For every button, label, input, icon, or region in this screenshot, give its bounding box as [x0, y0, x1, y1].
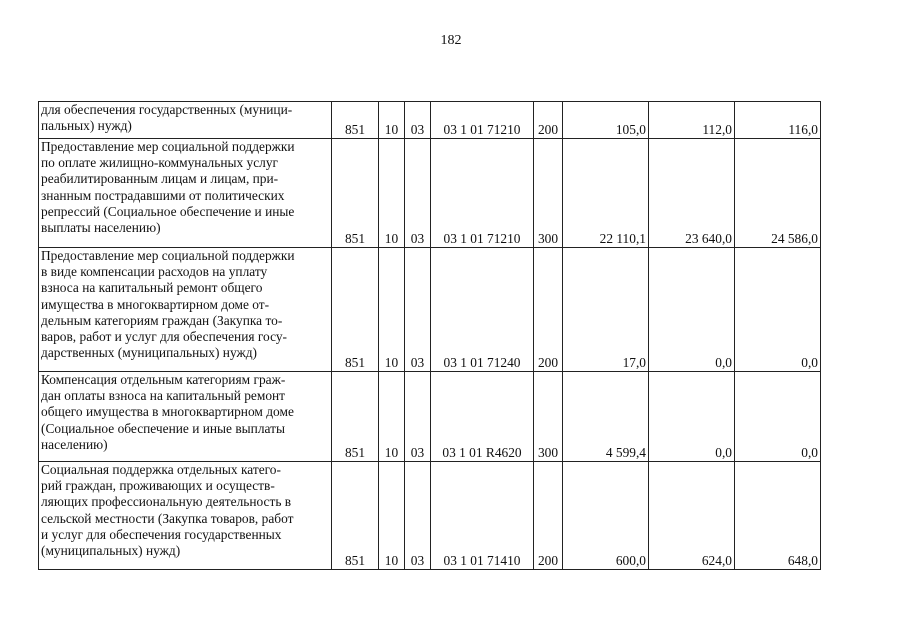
subsection-code-cell: 03 — [405, 248, 431, 372]
target-article-cell: 03 1 01 71210 — [431, 139, 534, 248]
expense-type-cell: 300 — [534, 372, 563, 462]
description-cell: Предоставление мер социальной поддержки в виде компенсации расходов на уплату взноса на капитальный ремонт общего имущества в многоквартирном доме от- дельным категориям граждан (Закупка то- варов, работ и услуг для обеспечения госу- дарственных (муниципальных) нужд) — [39, 248, 332, 372]
table-row — [39, 139, 821, 248]
ministry-code-cell: 851 — [332, 248, 379, 372]
table-row — [39, 462, 821, 570]
amount-cell-1: 22 110,1 — [563, 139, 649, 248]
amount-cell-1: 105,0 — [563, 102, 649, 139]
amount-cell-3: 0,0 — [735, 248, 821, 372]
ministry-code-cell: 851 — [332, 102, 379, 139]
amount-cell-1: 600,0 — [563, 462, 649, 570]
description-cell: Компенсация отдельным категориям граж- дан оплаты взноса на капитальный ремонт общего имущества в многоквартирном доме (Социальное обеспечение и иные выплаты населению) — [39, 372, 332, 462]
target-article-cell: 03 1 01 71210 — [431, 102, 534, 139]
expense-type-cell: 200 — [534, 102, 563, 139]
target-article-cell: 03 1 01 71240 — [431, 248, 534, 372]
subsection-code-cell: 03 — [405, 372, 431, 462]
budget-table — [38, 101, 821, 570]
section-code-cell: 10 — [379, 102, 405, 139]
expense-type-cell: 300 — [534, 139, 563, 248]
amount-cell-3: 648,0 — [735, 462, 821, 570]
expense-type-cell: 200 — [534, 248, 563, 372]
amount-cell-3: 24 586,0 — [735, 139, 821, 248]
ministry-code-cell: 851 — [332, 139, 379, 248]
ministry-code-cell: 851 — [332, 462, 379, 570]
section-code-cell: 10 — [379, 139, 405, 248]
target-article-cell: 03 1 01 71410 — [431, 462, 534, 570]
table-row — [39, 372, 821, 462]
amount-cell-3: 116,0 — [735, 102, 821, 139]
description-cell: Социальная поддержка отдельных катего- рий граждан, проживающих и осуществ- ляющих профессиональную деятельность в сельской местности (Закупка товаров, работ и услуг для обеспечения государственных (муниципальных) нужд) — [39, 462, 332, 570]
description-cell: для обеспечения государственных (муници- пальных) нужд) — [39, 102, 332, 139]
subsection-code-cell: 03 — [405, 102, 431, 139]
expense-type-cell: 200 — [534, 462, 563, 570]
amount-cell-1: 4 599,4 — [563, 372, 649, 462]
table-row — [39, 248, 821, 372]
amount-cell-2: 0,0 — [649, 372, 735, 462]
ministry-code-cell: 851 — [332, 372, 379, 462]
page-number: 182 — [440, 33, 462, 48]
amount-cell-2: 23 640,0 — [649, 139, 735, 248]
amount-cell-3: 0,0 — [735, 372, 821, 462]
section-code-cell: 10 — [379, 462, 405, 570]
section-code-cell: 10 — [379, 372, 405, 462]
description-cell: Предоставление мер социальной поддержки по оплате жилищно-коммунальных услуг реабилитированным лицам и лицам, при- знанным пострадавшими от политических репрессий (Социальное обеспечение и иные выплаты населению) — [39, 139, 332, 248]
subsection-code-cell: 03 — [405, 462, 431, 570]
target-article-cell: 03 1 01 R4620 — [431, 372, 534, 462]
table-row — [39, 102, 821, 139]
amount-cell-2: 624,0 — [649, 462, 735, 570]
amount-cell-2: 0,0 — [649, 248, 735, 372]
amount-cell-1: 17,0 — [563, 248, 649, 372]
subsection-code-cell: 03 — [405, 139, 431, 248]
amount-cell-2: 112,0 — [649, 102, 735, 139]
section-code-cell: 10 — [379, 248, 405, 372]
